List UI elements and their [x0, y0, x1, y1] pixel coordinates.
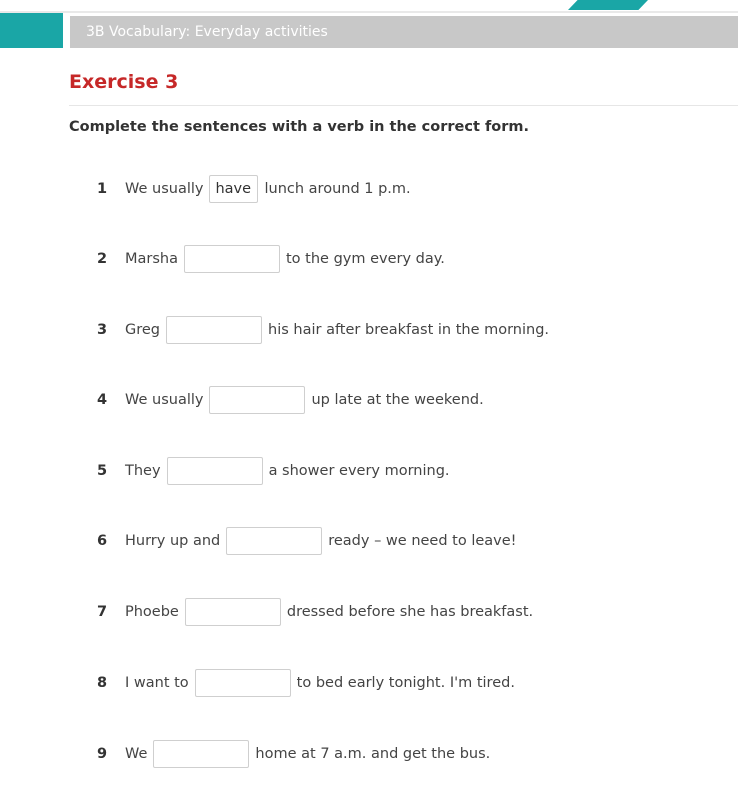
sentence-item-4 — [97, 386, 484, 414]
sentence-text-before: We — [125, 746, 148, 762]
sentence-text-after: to the gym every day. — [286, 251, 445, 267]
sentence-item-7 — [97, 598, 533, 626]
sentence-text-before: They — [125, 463, 161, 479]
item-number: 5 — [97, 463, 108, 479]
sentence-text-after: his hair after breakfast in the morning. — [268, 322, 550, 338]
sentence-item-5 — [97, 457, 450, 485]
sentence-text-after: lunch around 1 p.m. — [264, 181, 411, 197]
sentence-text-before: We usually — [125, 181, 204, 197]
sentence-item-3 — [97, 316, 549, 344]
sentence-item-9 — [97, 740, 490, 768]
sentence-text-after: ready – we need to leave! — [328, 533, 517, 549]
answer-input-2[interactable] — [184, 245, 280, 273]
item-number: 6 — [97, 533, 108, 549]
answer-input-5[interactable] — [167, 457, 263, 485]
exercise-title: Exercise 3 — [69, 71, 179, 93]
answer-input-7[interactable] — [185, 598, 281, 626]
answer-input-1[interactable] — [209, 175, 258, 203]
section-title-bar: 3B Vocabulary: Everyday activities — [70, 16, 738, 48]
top-divider — [0, 11, 738, 13]
title-divider — [69, 105, 738, 106]
item-number: 7 — [97, 604, 108, 620]
sentence-text-before: Hurry up and — [125, 533, 221, 549]
sentence-text-before: I want to — [125, 675, 189, 691]
top-accent-shape — [568, 0, 648, 10]
answer-input-3[interactable] — [166, 316, 262, 344]
sentence-item-6 — [97, 527, 517, 555]
answer-input-6[interactable] — [226, 527, 322, 555]
sentence-item-2 — [97, 245, 445, 273]
item-number: 2 — [97, 251, 108, 267]
item-number: 8 — [97, 675, 108, 691]
answer-input-9[interactable] — [153, 740, 249, 768]
answer-input-4[interactable] — [209, 386, 305, 414]
sentence-text-after: a shower every morning. — [268, 463, 450, 479]
sentence-text-before: We usually — [125, 392, 204, 408]
sentence-text-before: Marsha — [125, 251, 178, 267]
sentence-text-before: Greg — [125, 322, 161, 338]
answer-input-8[interactable] — [195, 669, 291, 697]
item-number: 4 — [97, 392, 108, 408]
sentence-text-after: home at 7 a.m. and get the bus. — [255, 746, 491, 762]
sentence-text-after: up late at the weekend. — [311, 392, 484, 408]
section-accent-block — [0, 13, 63, 48]
item-number: 9 — [97, 746, 108, 762]
item-number: 3 — [97, 322, 108, 338]
sentence-text-after: dressed before she has breakfast. — [286, 604, 534, 620]
sentence-text-after: to bed early tonight. I'm tired. — [296, 675, 515, 691]
sentence-text-before: Phoebe — [125, 604, 179, 620]
exercise-instruction: Complete the sentences with a verb in the correct form. — [69, 119, 529, 135]
sentence-item-8 — [97, 669, 515, 697]
item-number: 1 — [97, 181, 108, 197]
sentence-item-1 — [97, 175, 411, 203]
